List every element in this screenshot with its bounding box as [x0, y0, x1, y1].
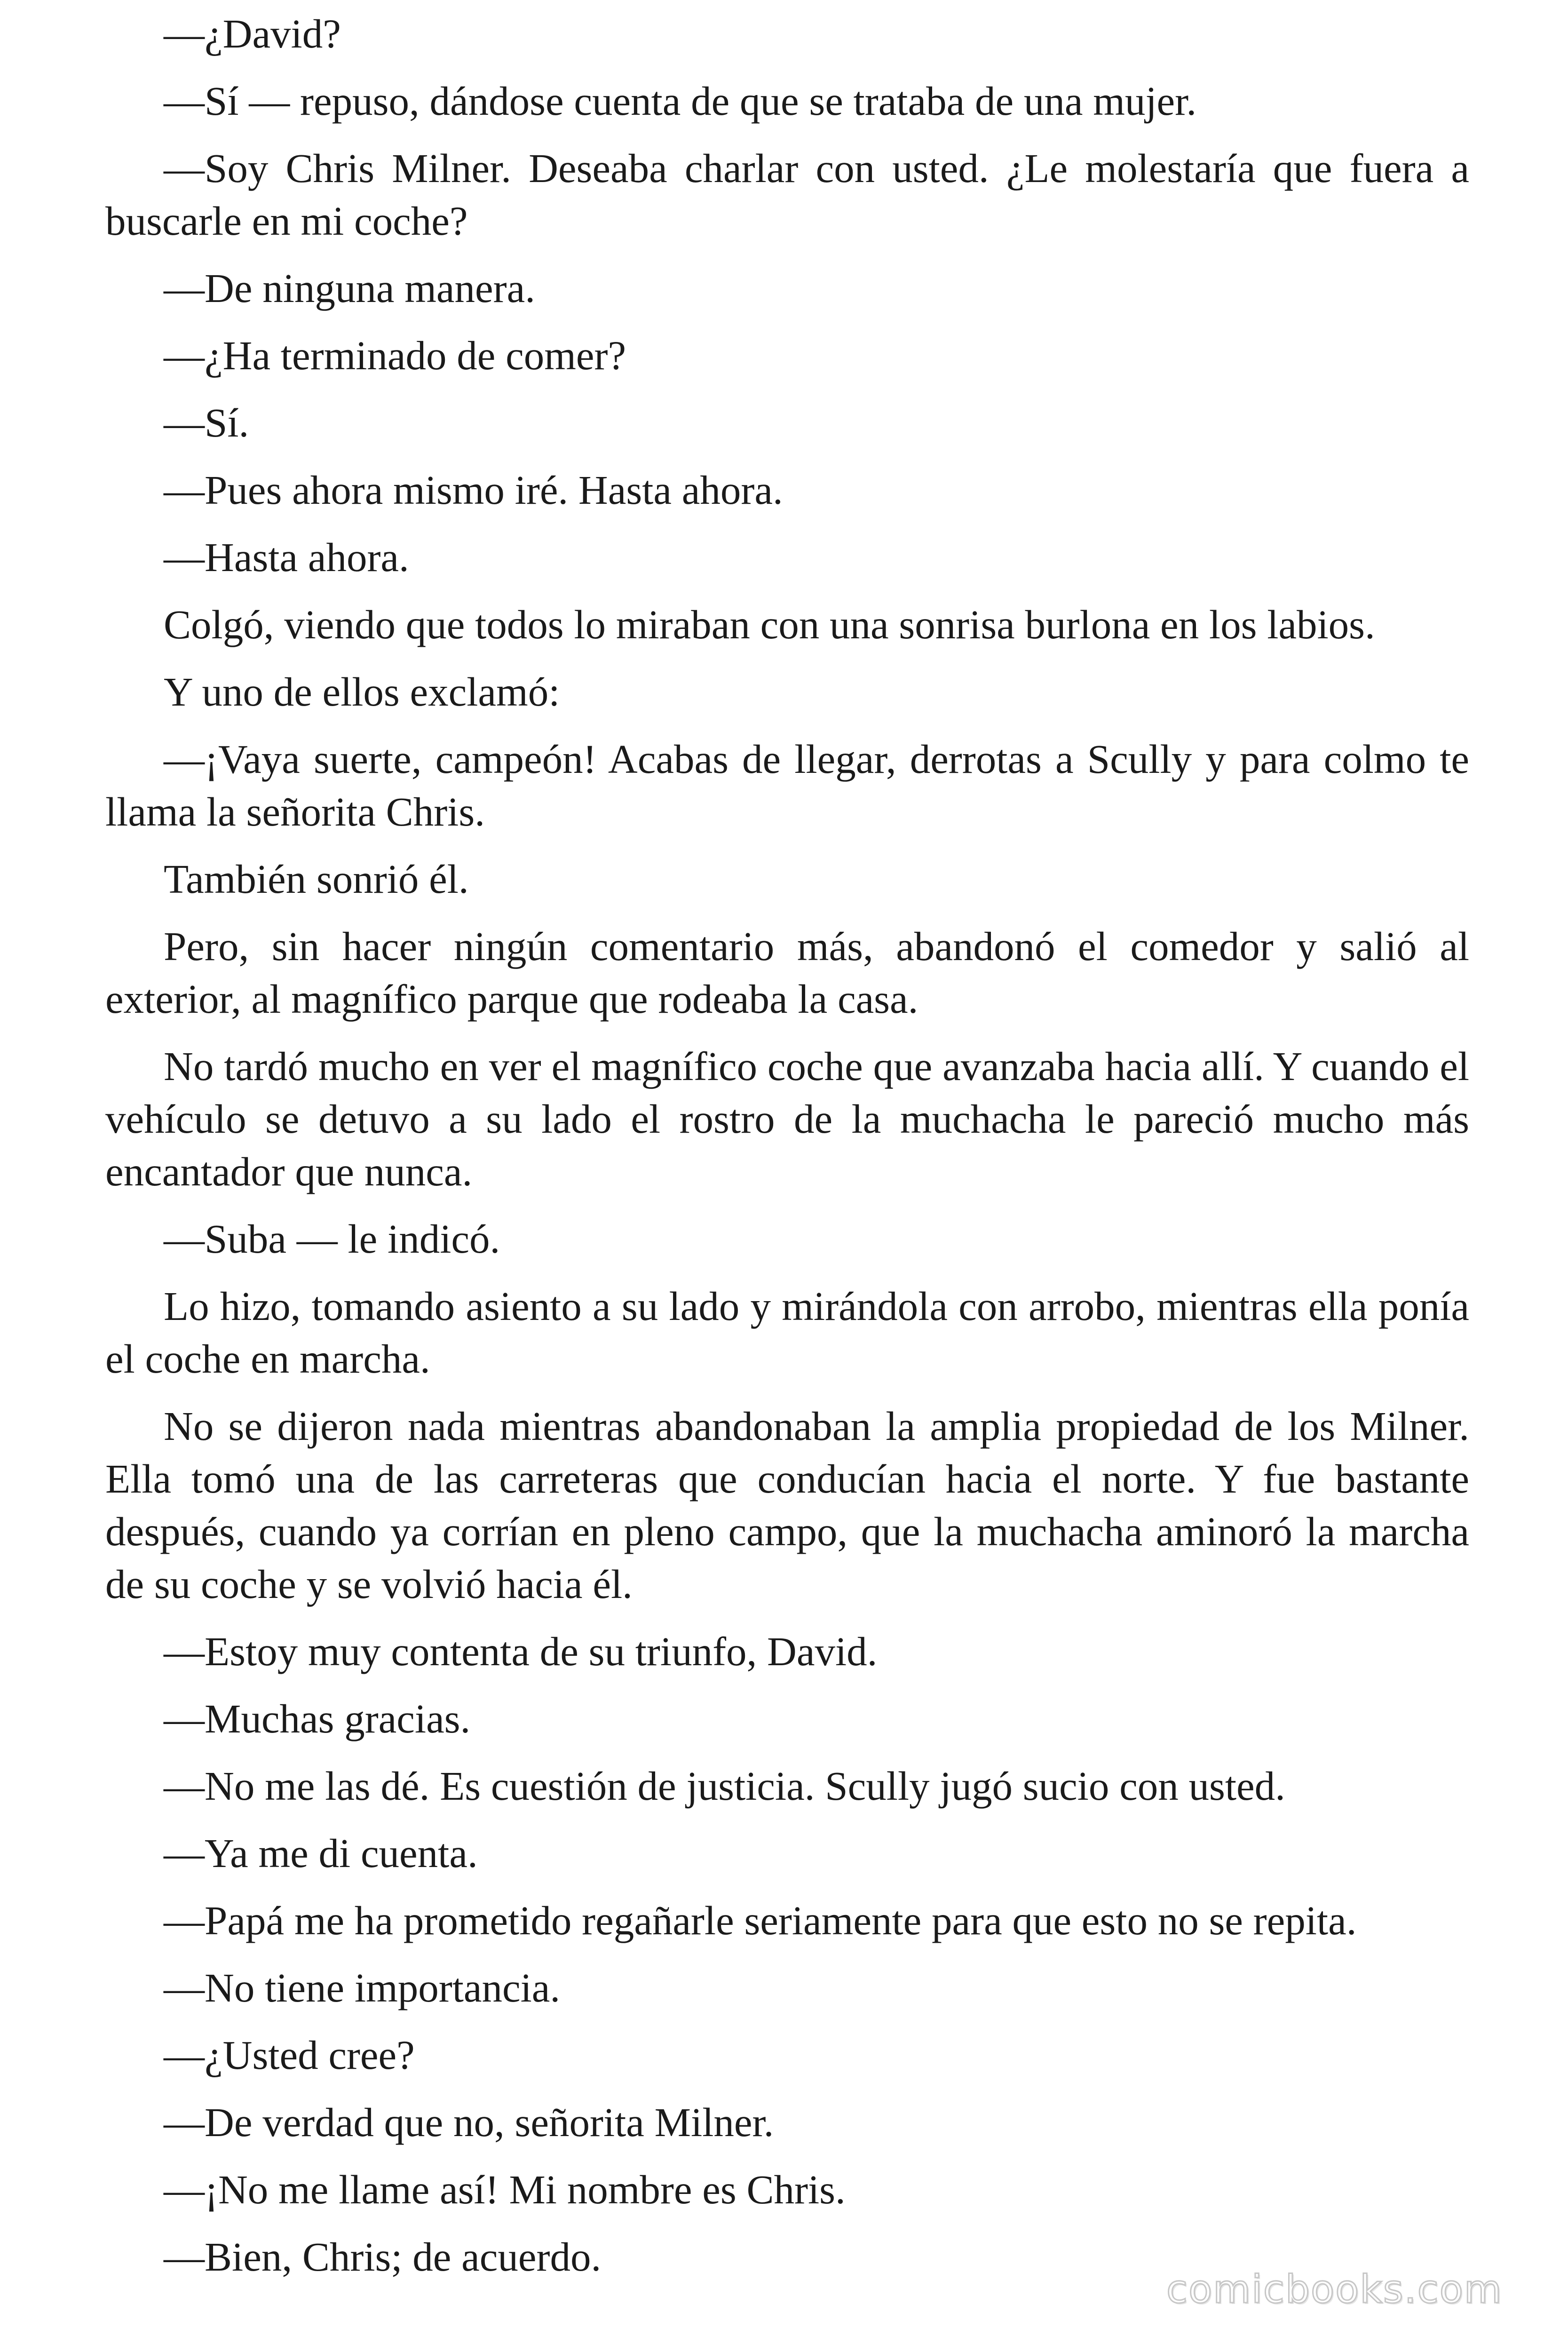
paragraph-24: —¿Usted cree? — [164, 2032, 415, 2078]
paragraph-14: No tardó mucho en ver el magnífico coche que avanzaba hacia allí. Y cuando el vehículo se detuvo a su lado el rostro de la muchacha le pareció mucho más encantador que nunca. — [105, 1043, 1469, 1194]
paragraph-3: —Soy Chris Milner. Deseaba charlar con usted. ¿Le molestaría que fuera a buscarle en mi coche? — [105, 145, 1469, 244]
paragraph-16: Lo hizo, tomando asiento a su lado y mirándola con arrobo, mientras ella ponía el coche en marcha. — [105, 1283, 1469, 1382]
paragraph-4: —De ninguna manera. — [164, 265, 535, 311]
paragraph-15: —Suba — le indicó. — [164, 1216, 500, 1262]
watermark: comicbooks.com — [1166, 2267, 1503, 2312]
paragraph-7: —Pues ahora mismo iré. Hasta ahora. — [164, 467, 783, 513]
paragraph-6: —Sí. — [164, 400, 249, 445]
paragraph-10: Y uno de ellos exclamó: — [164, 669, 560, 715]
paragraph-5: —¿Ha terminado de comer? — [164, 333, 626, 378]
paragraph-13: Pero, sin hacer ningún comentario más, abandonó el comedor y salió al exterior, al magnífico parque que rodeaba la casa. — [105, 923, 1469, 1022]
paragraph-23: —No tiene importancia. — [164, 1965, 561, 2010]
paragraph-12: También sonrió él. — [164, 856, 469, 902]
paragraph-2: —Sí — repuso, dándose cuenta de que se trataba de una mujer. — [164, 78, 1197, 124]
paragraph-9: Colgó, viendo que todos lo miraban con una sonrisa burlona en los labios. — [164, 602, 1375, 647]
paragraph-17: No se dijeron nada mientras abandonaban la amplia propiedad de los Milner. Ella tomó una de las carreteras que conducían hacia el norte. Y fue bastante después, cuando ya corrían en pleno campo, que la muchacha aminoró la marcha de su coche y se volvió hacia él. — [105, 1403, 1469, 1607]
paragraph-27: —Bien, Chris; de acuerdo. — [164, 2234, 602, 2280]
paragraph-19: —Muchas gracias. — [164, 1696, 471, 1741]
paragraph-20: —No me las dé. Es cuestión de justicia. Scully jugó sucio con usted. — [164, 1763, 1285, 1809]
paragraph-22: —Papá me ha prometido regañarle seriamente para que esto no se repita. — [164, 1898, 1357, 1943]
paragraph-26: —¡No me llame así! Mi nombre es Chris. — [164, 2167, 846, 2212]
paragraph-25: —De verdad que no, señorita Milner. — [164, 2099, 774, 2145]
paragraph-1: —¿David? — [164, 11, 341, 56]
paragraph-21: —Ya me di cuenta. — [164, 1830, 478, 1876]
paragraph-18: —Estoy muy contenta de su triunfo, David. — [164, 1629, 878, 1674]
body-text — [105, 8, 1469, 2298]
paragraph-8: —Hasta ahora. — [164, 534, 409, 580]
paragraph-11: —¡Vaya suerte, campeón! Acabas de llegar, derrotas a Scully y para colmo te llama la señorita Chris. — [105, 736, 1469, 834]
